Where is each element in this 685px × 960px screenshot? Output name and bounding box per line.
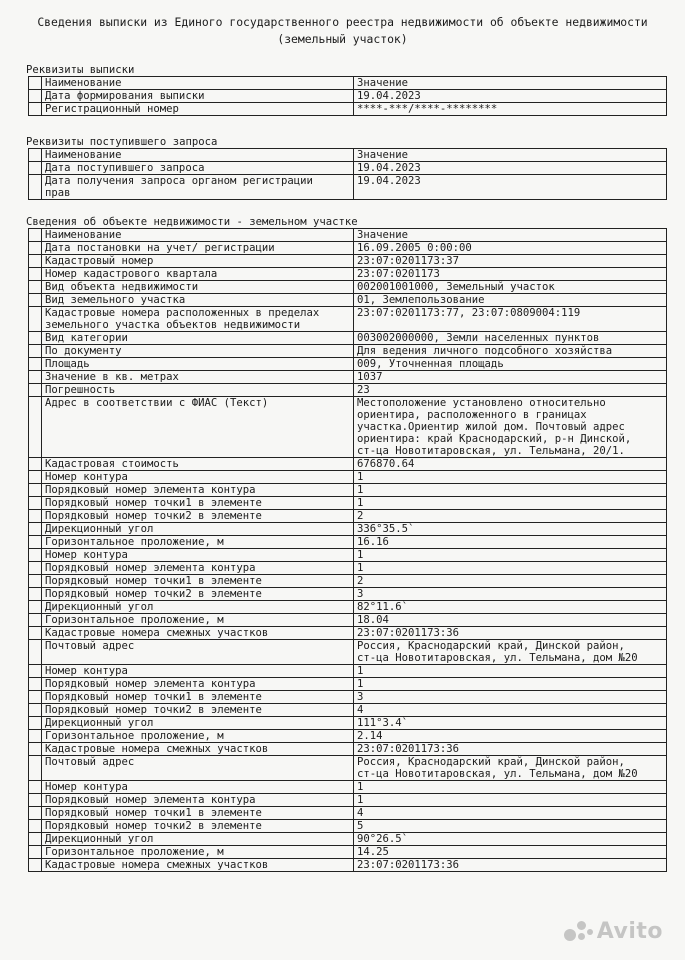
field-name-cell: Почтовый адрес [42,756,354,781]
row-gutter-cell [29,242,42,255]
field-value-cell: 1 [354,794,667,807]
field-name-cell: По документу [42,345,354,358]
field-name-cell: Номер контура [42,471,354,484]
row-gutter-cell [29,77,42,90]
field-name-cell: Дирекционный угол [42,717,354,730]
row-gutter-cell [29,229,42,242]
field-name-cell: Номер контура [42,781,354,794]
table-header-row [29,77,667,90]
table-row [29,859,667,872]
table-row [29,307,667,332]
row-gutter-cell [29,794,42,807]
row-gutter-cell [29,575,42,588]
table-row [29,294,667,307]
field-value-cell: 16.09.2005 0:00:00 [354,242,667,255]
field-name-cell: Дирекционный угол [42,523,354,536]
row-gutter-cell [29,704,42,717]
table-row [29,781,667,794]
row-gutter-cell [29,103,42,116]
field-value-cell: 3 [354,588,667,601]
section-title-land-plot-details: Сведения об объекте недвижимости - земельном участке [26,216,358,228]
row-gutter-cell [29,255,42,268]
request-details-table [28,148,667,200]
avito-logo-icon [564,921,594,943]
row-gutter-cell [29,588,42,601]
field-value-cell: 1 [354,562,667,575]
table-row [29,281,667,294]
row-gutter-cell [29,307,42,332]
field-name-cell: Регистрационный номер [42,103,354,116]
table-row [29,484,667,497]
field-name-cell: Номер контура [42,549,354,562]
field-value-cell: 23 [354,384,667,397]
row-gutter-cell [29,781,42,794]
section-title-request-details: Реквизиты поступившего запроса [26,136,218,148]
header-value-cell: Значение [354,149,667,162]
field-value-cell: 4 [354,704,667,717]
row-gutter-cell [29,162,42,175]
table-header-row [29,149,667,162]
table-row [29,665,667,678]
table-row [29,536,667,549]
row-gutter-cell [29,345,42,358]
field-name-cell: Дирекционный угол [42,833,354,846]
field-value-cell: 1 [354,549,667,562]
field-name-cell: Кадастровые номера смежных участков [42,859,354,872]
field-name-cell: Горизонтальное проложение, м [42,536,354,549]
field-name-cell: Горизонтальное проложение, м [42,730,354,743]
field-name-cell: Порядковый номер точки2 в элементе [42,704,354,717]
table-row [29,627,667,640]
table-row [29,588,667,601]
row-gutter-cell [29,756,42,781]
field-value-cell: 19.04.2023 [354,175,667,200]
field-value-cell: 336°35.5` [354,523,667,536]
row-gutter-cell [29,640,42,665]
field-value-cell: 1 [354,484,667,497]
row-gutter-cell [29,458,42,471]
header-name-cell: Наименование [42,149,354,162]
field-value-cell: 01, Землепользование [354,294,667,307]
field-value-cell: 2 [354,510,667,523]
row-gutter-cell [29,90,42,103]
row-gutter-cell [29,497,42,510]
table-row [29,601,667,614]
row-gutter-cell [29,397,42,458]
field-value-cell: 23:07:0201173:36 [354,743,667,756]
table-row [29,345,667,358]
field-name-cell: Порядковый номер точки2 в элементе [42,588,354,601]
page-title: Сведения выписки из Единого государственного реестра недвижимости об объекте недвижимости (земельный участок) [37,15,648,46]
table-row [29,397,667,458]
field-value-cell: 23:07:0201173:36 [354,627,667,640]
field-value-cell: 1037 [354,371,667,384]
field-value-cell: Для ведения личного подсобного хозяйства [354,345,667,358]
row-gutter-cell [29,523,42,536]
field-value-cell: 90°26.5` [354,833,667,846]
row-gutter-cell [29,371,42,384]
row-gutter-cell [29,358,42,371]
row-gutter-cell [29,484,42,497]
field-value-cell: 1 [354,471,667,484]
field-value-cell: 676870.64 [354,458,667,471]
field-name-cell: Почтовый адрес [42,640,354,665]
row-gutter-cell [29,820,42,833]
field-value-cell: 23:07:0201173:77, 23:07:0809004:119 [354,307,667,332]
field-name-cell: Горизонтальное проложение, м [42,846,354,859]
field-name-cell: Номер контура [42,665,354,678]
row-gutter-cell [29,833,42,846]
header-value-cell: Значение [354,77,667,90]
table-row [29,717,667,730]
table-row [29,358,667,371]
field-value-cell: Россия, Краснодарский край, Динской район, ст-ца Новотитаровская, ул. Тельмана, дом №20 [354,756,667,781]
field-name-cell: Дата формирования выписки [42,90,354,103]
table-row [29,549,667,562]
table-row [29,614,667,627]
field-name-cell: Горизонтальное проложение, м [42,614,354,627]
table-row [29,807,667,820]
field-value-cell: 1 [354,665,667,678]
field-value-cell: 1 [354,678,667,691]
field-value-cell: 2.14 [354,730,667,743]
field-value-cell: 3 [354,691,667,704]
field-value-cell: 19.04.2023 [354,162,667,175]
field-name-cell: Порядковый номер элемента контура [42,484,354,497]
watermark-text: Avito [596,919,663,944]
table-row [29,756,667,781]
table-row [29,497,667,510]
table-row [29,103,667,116]
row-gutter-cell [29,471,42,484]
table-row [29,332,667,345]
field-name-cell: Кадастровая стоимость [42,458,354,471]
field-name-cell: Погрешность [42,384,354,397]
field-name-cell: Порядковый номер элемента контура [42,562,354,575]
field-name-cell: Вид объекта недвижимости [42,281,354,294]
field-name-cell: Порядковый номер точки1 в элементе [42,691,354,704]
row-gutter-cell [29,510,42,523]
field-value-cell: 009, Уточненная площадь [354,358,667,371]
field-name-cell: Порядковый номер точки2 в элементе [42,510,354,523]
extract-details-table [28,76,667,116]
table-row [29,794,667,807]
field-name-cell: Дата постановки на учет/ регистрации [42,242,354,255]
field-name-cell: Порядковый номер точки1 в элементе [42,575,354,588]
row-gutter-cell [29,807,42,820]
field-value-cell: 82°11.6` [354,601,667,614]
field-value-cell: 111°3.4` [354,717,667,730]
table-header-row [29,229,667,242]
table-row [29,471,667,484]
field-value-cell: 1 [354,497,667,510]
field-value-cell: ****-***/****-******** [354,103,667,116]
field-value-cell: 003002000000, Земли населенных пунктов [354,332,667,345]
field-name-cell: Дата поступившего запроса [42,162,354,175]
field-value-cell: 23:07:0201173:36 [354,859,667,872]
row-gutter-cell [29,614,42,627]
table-row [29,833,667,846]
field-name-cell: Порядковый номер элемента контура [42,678,354,691]
field-value-cell: 4 [354,807,667,820]
row-gutter-cell [29,717,42,730]
row-gutter-cell [29,691,42,704]
table-row [29,562,667,575]
table-row [29,458,667,471]
field-name-cell: Адрес в соответствии с ФИАС (Текст) [42,397,354,458]
row-gutter-cell [29,743,42,756]
field-name-cell: Площадь [42,358,354,371]
field-name-cell: Порядковый номер точки2 в элементе [42,820,354,833]
row-gutter-cell [29,175,42,200]
table-row [29,510,667,523]
row-gutter-cell [29,601,42,614]
field-name-cell: Дирекционный угол [42,601,354,614]
field-value-cell: Местоположение установлено относительно ориентира, расположенного в границах участка.Ориентир жилой дом. Почтовый адрес ориентира: край Краснодарский, р-н Динской, ст-ца Новотитаровская, ул. Тельмана, 20/1. [354,397,667,458]
field-value-cell: 18.04 [354,614,667,627]
row-gutter-cell [29,294,42,307]
field-name-cell: Вид категории [42,332,354,345]
field-name-cell: Кадастровый номер [42,255,354,268]
section-title-extract-details: Реквизиты выписки [26,64,135,76]
row-gutter-cell [29,332,42,345]
field-value-cell: Россия, Краснодарский край, Динской район, ст-ца Новотитаровская, ул. Тельмана, дом №20 [354,640,667,665]
field-value-cell: 16.16 [354,536,667,549]
row-gutter-cell [29,846,42,859]
row-gutter-cell [29,678,42,691]
header-name-cell: Наименование [42,229,354,242]
row-gutter-cell [29,281,42,294]
table-row [29,575,667,588]
row-gutter-cell [29,549,42,562]
table-row [29,704,667,717]
table-row [29,743,667,756]
table-row [29,846,667,859]
table-row [29,175,667,200]
land-plot-details-table [28,228,667,872]
table-row [29,268,667,281]
row-gutter-cell [29,268,42,281]
field-name-cell: Вид земельного участка [42,294,354,307]
field-value-cell: 19.04.2023 [354,90,667,103]
field-name-cell: Порядковый номер точки1 в элементе [42,807,354,820]
table-row [29,640,667,665]
row-gutter-cell [29,384,42,397]
field-value-cell: 23:07:0201173:37 [354,255,667,268]
table-row [29,678,667,691]
field-name-cell: Кадастровые номера смежных участков [42,627,354,640]
table-row [29,691,667,704]
field-value-cell: 2 [354,575,667,588]
avito-watermark [564,919,663,944]
field-name-cell: Номер кадастрового квартала [42,268,354,281]
field-value-cell: 002001001000, Земельный участок [354,281,667,294]
row-gutter-cell [29,149,42,162]
field-name-cell: Кадастровые номера смежных участков [42,743,354,756]
field-value-cell: 1 [354,781,667,794]
table-row [29,242,667,255]
table-row [29,820,667,833]
table-row [29,371,667,384]
row-gutter-cell [29,665,42,678]
table-row [29,255,667,268]
field-value-cell: 14.25 [354,846,667,859]
field-value-cell: 23:07:0201173 [354,268,667,281]
field-name-cell: Порядковый номер элемента контура [42,794,354,807]
table-row [29,523,667,536]
field-value-cell: 5 [354,820,667,833]
row-gutter-cell [29,562,42,575]
field-name-cell: Дата получения запроса органом регистрации прав [42,175,354,200]
field-name-cell: Кадастровые номера расположенных в пределах земельного участка объектов недвижимости [42,307,354,332]
field-name-cell: Порядковый номер точки1 в элементе [42,497,354,510]
row-gutter-cell [29,859,42,872]
row-gutter-cell [29,730,42,743]
table-row [29,384,667,397]
header-value-cell: Значение [354,229,667,242]
field-name-cell: Значение в кв. метрах [42,371,354,384]
table-row [29,90,667,103]
table-row [29,730,667,743]
table-row [29,162,667,175]
row-gutter-cell [29,627,42,640]
row-gutter-cell [29,536,42,549]
header-name-cell: Наименование [42,77,354,90]
